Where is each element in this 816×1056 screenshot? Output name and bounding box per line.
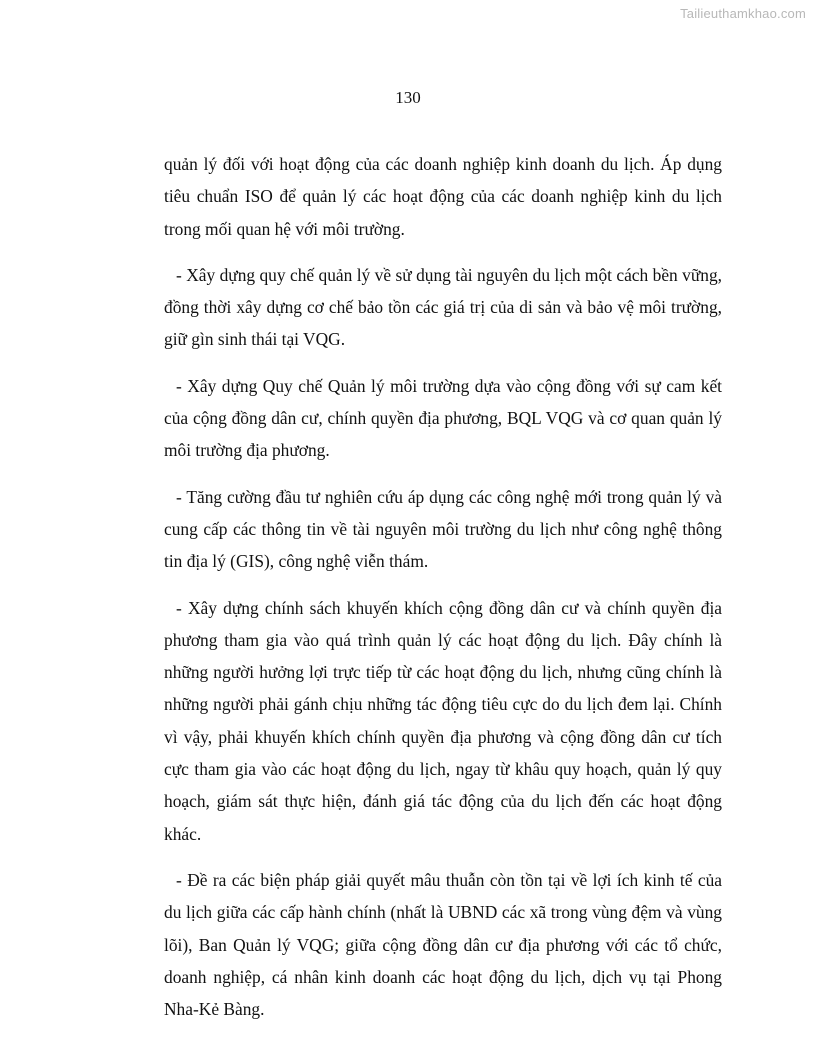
paragraph-continuation: quản lý đối với hoạt động của các doanh nghiệp kinh doanh du lịch. Áp dụng tiêu chuẩn ISO để quản lý các hoạt động của các doanh nghiệp kinh du lịch trong mối quan hệ với môi trường. <box>164 154 722 239</box>
watermark: Tailieuthamkhao.com <box>680 6 806 21</box>
paragraph-technology-investment: - Tăng cường đầu tư nghiên cứu áp dụng các công nghệ mới trong quản lý và cung cấp các thông tin về tài nguyên môi trường du lịch như công nghệ thông tin địa lý (GIS), công nghệ viễn thám. <box>164 486 722 572</box>
paragraph-community-environment: - Xây dựng Quy chế Quản lý môi trường dựa vào cộng đồng với sự cam kết của cộng đồng dân cư, chính quyền địa phương, BQL VQG và cơ quan quản lý môi trường địa phương. <box>164 375 722 461</box>
document-body <box>164 148 722 1039</box>
page-number: 130 <box>395 88 421 107</box>
paragraph-conflict-resolution: - Đề ra các biện pháp giải quyết mâu thuẫn còn tồn tại về lợi ích kinh tế của du lịch giữa các cấp hành chính (nhất là UBND các xã trong vùng đệm và vùng lõi), Ban Quản lý VQG; giữa cộng đồng dân cư địa phương với các tổ chức, doanh nghiệp, cá nhân kinh doanh các hoạt động du lịch, dịch vụ tại Phong Nha-Kẻ Bàng. <box>164 869 722 1020</box>
paragraph-regulation-resources: - Xây dựng quy chế quản lý về sử dụng tài nguyên du lịch một cách bền vững, đồng thời xây dựng cơ chế bảo tồn các giá trị của di sản và bảo vệ môi trường, giữ gìn sinh thái tại VQG. <box>164 264 722 350</box>
paragraph-community-policy: - Xây dựng chính sách khuyến khích cộng đồng dân cư và chính quyền địa phương tham gia vào quá trình quản lý các hoạt động du lịch. Đây chính là những người hưởng lợi trực tiếp từ các hoạt động du lịch, nhưng cũng chính là những người phải gánh chịu những tác động tiêu cực do du lịch đem lại. Chính vì vậy, phải khuyến khích chính quyền địa phương và cộng đồng dân cư tích cực tham gia vào các hoạt động du lịch, ngay từ khâu quy hoạch, quản lý quy hoạch, giám sát thực hiện, đánh giá tác động của du lịch đến các hoạt động khác. <box>164 597 722 844</box>
